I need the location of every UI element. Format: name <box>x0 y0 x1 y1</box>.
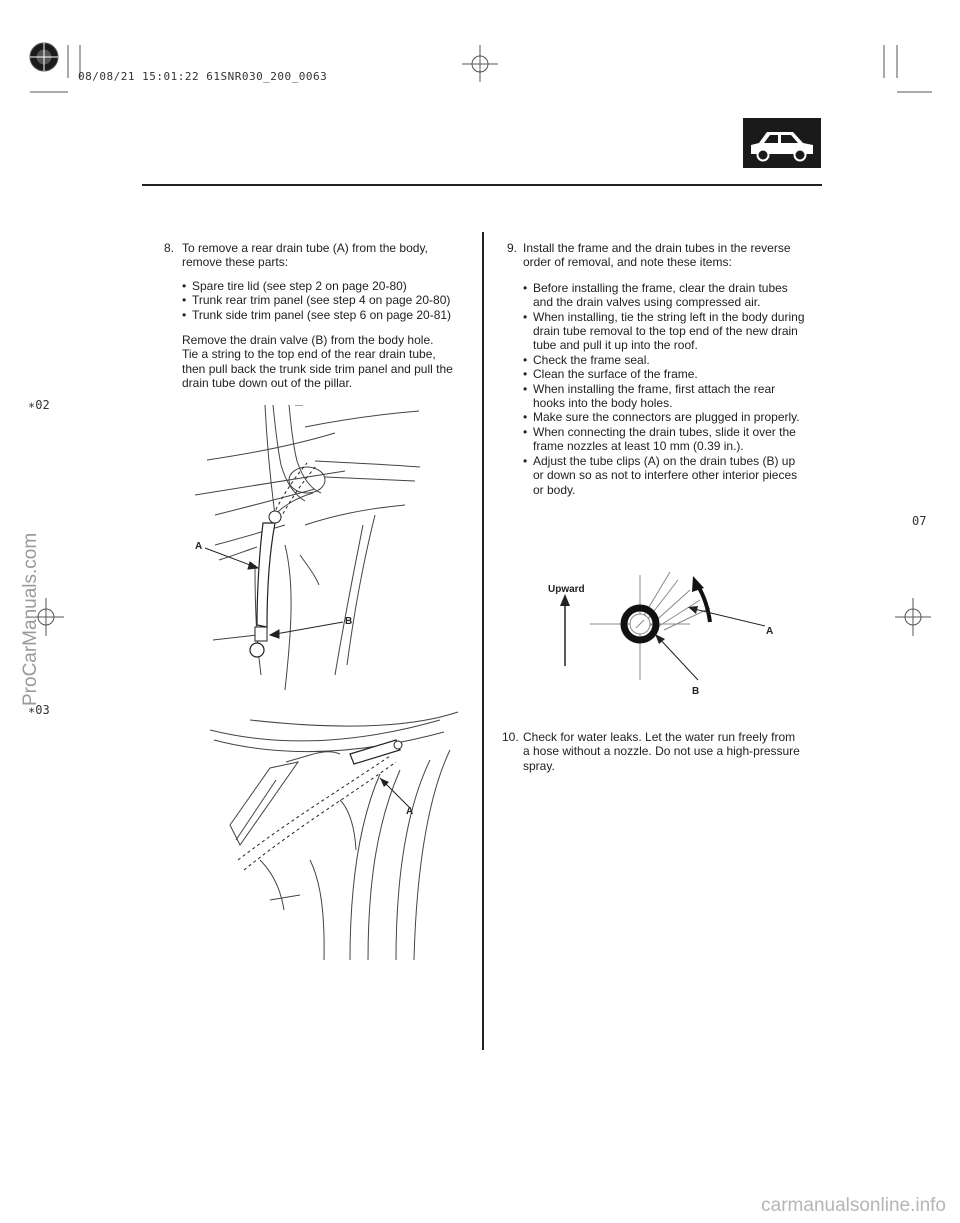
step-8-number: 8. <box>164 241 175 255</box>
step-10-text: Check for water leaks. Let the water run freely from a hose without a nozzle. Do not use a high-pressure spray. <box>523 730 800 773</box>
step-9 <box>503 241 805 497</box>
margin-mark-left-bottom: ∗03 <box>28 703 50 717</box>
figure-3-label-b: B <box>692 686 700 697</box>
step-9-item: • Check the frame seal. <box>523 353 805 367</box>
figure-2-label-a: A <box>406 806 414 817</box>
step-9-item: • Adjust the tube clips (A) on the drain tubes (B) up or down so as not to interfere other interior pieces or body. <box>523 454 805 497</box>
print-timestamp: 08/08/21 15:01:22 61SNR030_200_0063 <box>78 70 328 83</box>
step-9-intro: Install the frame and the drain tubes in the reverse order of removal, and note these items: <box>523 241 791 270</box>
margin-mark-left-top: ∗02 <box>28 398 50 412</box>
step-9-item: • When installing the frame, first attach the rear hooks into the body holes. <box>523 382 805 411</box>
step-8-instructions <box>164 333 464 391</box>
step-8-instruction-line: Tie a string to the top end of the rear drain tube, <box>182 347 436 362</box>
figure-2-leader-line <box>370 770 420 815</box>
step-9-item: • When connecting the drain tubes, slide it over the frame nozzles at least 10 mm (0.39 in.). <box>523 425 805 454</box>
step-9-number: 9. <box>507 241 518 255</box>
step-8-instruction-line: then pull back the trunk side trim panel and pull the <box>182 361 453 376</box>
column-divider <box>482 232 484 1050</box>
step-9-item: • Clean the surface of the frame. <box>523 367 805 381</box>
step-9-item: • Make sure the connectors are plugged in properly. <box>523 410 805 424</box>
margin-mark-right: 07 <box>912 514 927 528</box>
step-8-part: • Spare tire lid (see step 2 on page 20-80) <box>182 279 464 293</box>
figure-drain-tube-roof <box>200 710 460 960</box>
step-10 <box>503 730 805 773</box>
step-8-part: • Trunk side trim panel (see step 6 on page 20-81) <box>182 308 464 322</box>
step-8-intro: To remove a rear drain tube (A) from the body, remove these parts: <box>182 241 428 270</box>
figure-1-label-b: B <box>345 616 353 627</box>
figure-1-label-a: A <box>195 541 203 552</box>
side-watermark: ProCarManuals.com <box>20 532 41 706</box>
step-8-instruction-line: Remove the drain valve (B) from the body hole. <box>182 333 434 348</box>
figure-1-leader-lines <box>195 540 355 640</box>
step-9-items <box>503 281 805 497</box>
step-9-item: • When installing, tie the string left in the body during drain tube removal to the top end of the new drain tube and pull it up into the roof. <box>523 310 805 353</box>
section-badge <box>743 118 821 168</box>
figure-3-label-a: A <box>766 626 774 637</box>
step-8-part: • Trunk rear trim panel (see step 4 on page 20-80) <box>182 293 464 307</box>
step-8-instruction-line: drain tube down out of the pillar. <box>182 376 353 391</box>
step-9-item: • Before installing the frame, clear the drain tubes and the drain valves using compressed air. <box>523 281 805 310</box>
step-10-number: 10. <box>502 730 519 744</box>
footer-watermark: carmanualsonline.info <box>761 1195 946 1216</box>
step-8-parts <box>164 279 464 322</box>
figure-3-label-upward: Upward <box>548 584 585 595</box>
car-side-icon <box>743 118 821 168</box>
header-rule <box>142 184 822 186</box>
step-8 <box>164 241 464 391</box>
